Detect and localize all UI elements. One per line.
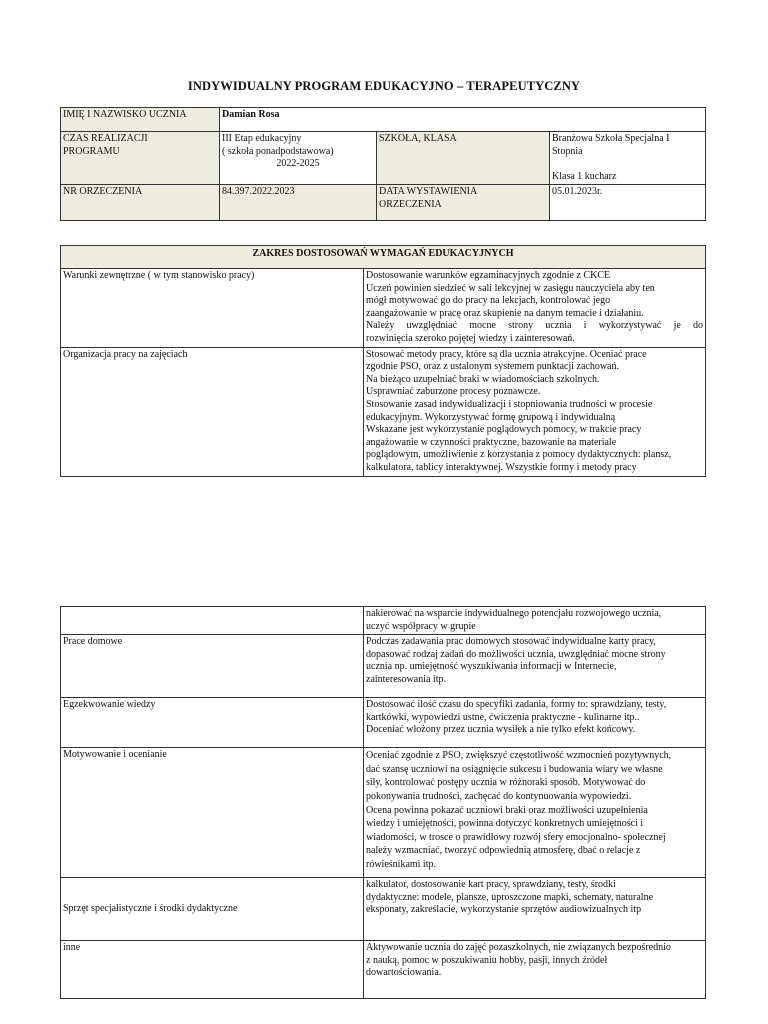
adjustments-row-label: [61, 607, 364, 635]
content-line: dopasować rodzaj zadań do możliwości ucznia, uwzględniać mocne strony: [366, 648, 666, 660]
school-class-value: [550, 132, 706, 185]
content-line: Aktywowanie ucznia do zajęć pozaszkolnych, nie związanych bezpośrednio: [366, 942, 671, 954]
content-line: pokonywania trudności, zachęcać do kontynuowania wypowiedzi.: [366, 790, 632, 802]
program-time-label-line: CZAS REALIZACJI: [63, 133, 148, 144]
content-line-text: Należy uwzględniać mocne strony ucznia i wykorzystywać je do: [366, 320, 703, 332]
content-line: mógł motywować go do pracy na lekcjach, kontrolować jego: [366, 295, 611, 307]
adjustments-row-content: [364, 941, 706, 999]
order-number-label: NR ORZECZENIA: [61, 185, 220, 221]
content-line: Oceniać zgodnie z PSO, zwiększyć częstotliwość wzmocnień pozytywnych,: [366, 750, 672, 762]
adjustments-table: [60, 245, 706, 477]
program-time-value-line: ( szkoła ponadpodstawowa): [222, 145, 334, 157]
adjustments-row-content: [364, 635, 706, 698]
school-class-value-line: Klasa 1 kucharz: [552, 170, 617, 182]
content-line: z nauką, pomoc w poszukiwaniu hobby, pasji, innych źródeł: [366, 954, 608, 966]
content-line: zgodnie PSO, oraz z ustalonym systemem punktacji zachowań.: [366, 361, 619, 373]
adjustments-row: [61, 347, 706, 476]
adjustments-row-label: Sprzęt specjalistyczne i środki dydaktyczne: [61, 878, 364, 941]
content-line: dowartościowania.: [366, 967, 442, 979]
adjustments-row-label: Prace domowe: [61, 635, 364, 698]
adjustments-row: [61, 607, 706, 635]
content-line: eksponaty, zakreślacie, wykorzystanie sprzętów audiowizualnych itp: [366, 904, 642, 916]
content-line: [366, 320, 703, 333]
content-line: Wskazane jest wykorzystanie poglądowych pomocy, w trakcie pracy: [366, 424, 642, 436]
adjustments-row-content: [364, 698, 706, 748]
adjustments-row: [61, 748, 706, 878]
content-line: należy wzmacniać, tworzyć odpowiednią atmosferę, dbać o relacje z: [366, 845, 641, 857]
content-line: dydaktyczne: modele, plansze, uproszczone mapki, schematy, naturalne: [366, 891, 654, 903]
program-time-label: [61, 132, 220, 185]
adjustments-row-content: [364, 607, 706, 635]
issue-date-label: [377, 185, 550, 221]
adjustments-row-label: Egzekwowanie wiedzy: [61, 698, 364, 748]
adjustments-row-content: [364, 878, 706, 941]
content-line: edukacyjnym. Wykorzystywać formę grupową i indywidualną: [366, 411, 616, 423]
adjustments-row: [61, 635, 706, 698]
school-class-value-line: Branżowa Szkoła Specjalna I: [552, 133, 670, 144]
adjustments-header: ZAKRES DOSTOSOWAŃ WYMAGAŃ EDUKACYJNYCH: [61, 246, 706, 269]
adjustments-row: [61, 878, 706, 941]
content-line: Usprawniać zaburzone procesy poznawcze.: [366, 386, 541, 398]
content-line: kalkulatora, tablicy interaktywnej. Wszystkie formy i metody pracy: [366, 461, 637, 473]
school-class-label: SZKOŁA, KLASA: [377, 132, 550, 185]
adjustments-row-content: [364, 748, 706, 878]
content-line: Stosować metody pracy, które są dla ucznia atrakcyjne. Oceniać prace: [366, 348, 647, 360]
content-line: Dostosować ilość czasu do specyfiki zadania, formy to: sprawdziany, testy,: [366, 699, 667, 711]
content-line: poglądowym, umożliwienie z korzystania z pomocy dydaktycznych: plansz,: [366, 449, 672, 461]
content-line: Stosowanie zasad indywidualizacji i stopniowania trudności w procesie: [366, 398, 653, 410]
content-line: Dostosowanie warunków egzaminacyjnych zgodnie z CKCE: [366, 270, 611, 281]
content-line: Uczeń powinien siedzieć w sali lekcyjnej w zasięgu nauczyciela aby ten: [366, 282, 655, 294]
content-line: angażowanie w czynności praktyczne, bazowanie na materiale: [366, 436, 617, 448]
adjustments-row-content: [364, 347, 706, 476]
content-line: wiedzy i umiejętności, powinna dotyczyć konkretnych umiejętności i: [366, 818, 644, 830]
student-name-value: Damian Rosa: [220, 108, 706, 132]
content-line: siły, kontrolować postępy ucznia w różnoraki sposób. Motywować do: [366, 777, 646, 789]
content-line: kalkulator, dostosowanie kart pracy, sprawdziany, testy, środki: [366, 879, 616, 891]
content-line: dać szansę uczniowi na osiągnięcie sukcesu i budowania wiary we własne: [366, 763, 663, 775]
content-line: rówieśnikami itp.: [366, 858, 436, 870]
adjustments-row-content: [364, 269, 706, 348]
adjustments-row: [61, 941, 706, 999]
issue-date-label-line: DATA WYSTAWIENIA: [379, 186, 478, 198]
program-time-value-line: III Etap edukacyjny: [222, 133, 302, 144]
content-line: Ocena powinna pokazać uczniowi braki oraz możliwości uzupełnienia: [366, 804, 648, 816]
content-line: kartkówki, wypowiedzi ustne, ćwiczenia praktyczne - kulinarne itp..: [366, 711, 640, 723]
content-line: wiadomości, w trosce o prawidłowy rozwój sfery emocjonalno- społecznej: [366, 831, 666, 843]
school-class-value-line: [552, 158, 703, 171]
adjustments-row: [61, 269, 706, 348]
adjustments-row-label: Organizacja pracy na zajęciach: [61, 347, 364, 476]
order-number-value: 84.397.2022.2023: [220, 185, 377, 221]
content-line: Na bieżąco uzupełniać braki w wiadomościach szkolnych.: [366, 373, 600, 385]
adjustments-row: [61, 698, 706, 748]
program-time-value: [220, 132, 377, 185]
content-line: Doceniać włożony przez ucznia wysiłek a nie tylko efekt końcowy.: [366, 724, 636, 736]
document-title: INDYWIDUALNY PROGRAM EDUKACYJNO – TERAPEUTYCZNY: [187, 79, 581, 93]
content-line: ucznia np. umiejętność wyszukiwania informacji w Internecie,: [366, 661, 617, 673]
school-class-value-line: Stopnia: [552, 145, 583, 157]
content-line: zaangażowanie w pracę oraz skupienie na danym temacie i działaniu.: [366, 307, 644, 319]
content-line: zainteresowania itp.: [366, 673, 446, 685]
adjustments-table-continued: [60, 606, 706, 999]
issue-date-label-line: ORZECZENIA: [379, 198, 442, 210]
content-line: rozwinięcia szeroko pojętej wiedzy i zainteresowań.: [366, 332, 575, 344]
adjustments-row-label: Warunki zewnętrzne ( w tym stanowisko pracy): [61, 269, 364, 348]
adjustments-row-label: Motywowanie i ocenianie: [61, 748, 364, 878]
student-name-label: IMIĘ I NAZWISKO UCZNIA: [61, 108, 220, 132]
student-info-table: [60, 107, 706, 221]
program-time-label-line: PROGRAMU: [63, 145, 120, 157]
content-line: Podczas zadawania prac domowych stosować indywidualne karty pracy,: [366, 636, 656, 648]
adjustments-row-label: inne: [61, 941, 364, 999]
content-line: uczyć współpracy w grupie: [366, 620, 476, 632]
content-line: nakierować na wsparcie indywidualnego potencjału rozwojowego ucznia,: [366, 608, 662, 619]
program-time-value-line: 2022-2025: [276, 158, 320, 170]
issue-date-value: 05.01.2023r.: [550, 185, 706, 221]
